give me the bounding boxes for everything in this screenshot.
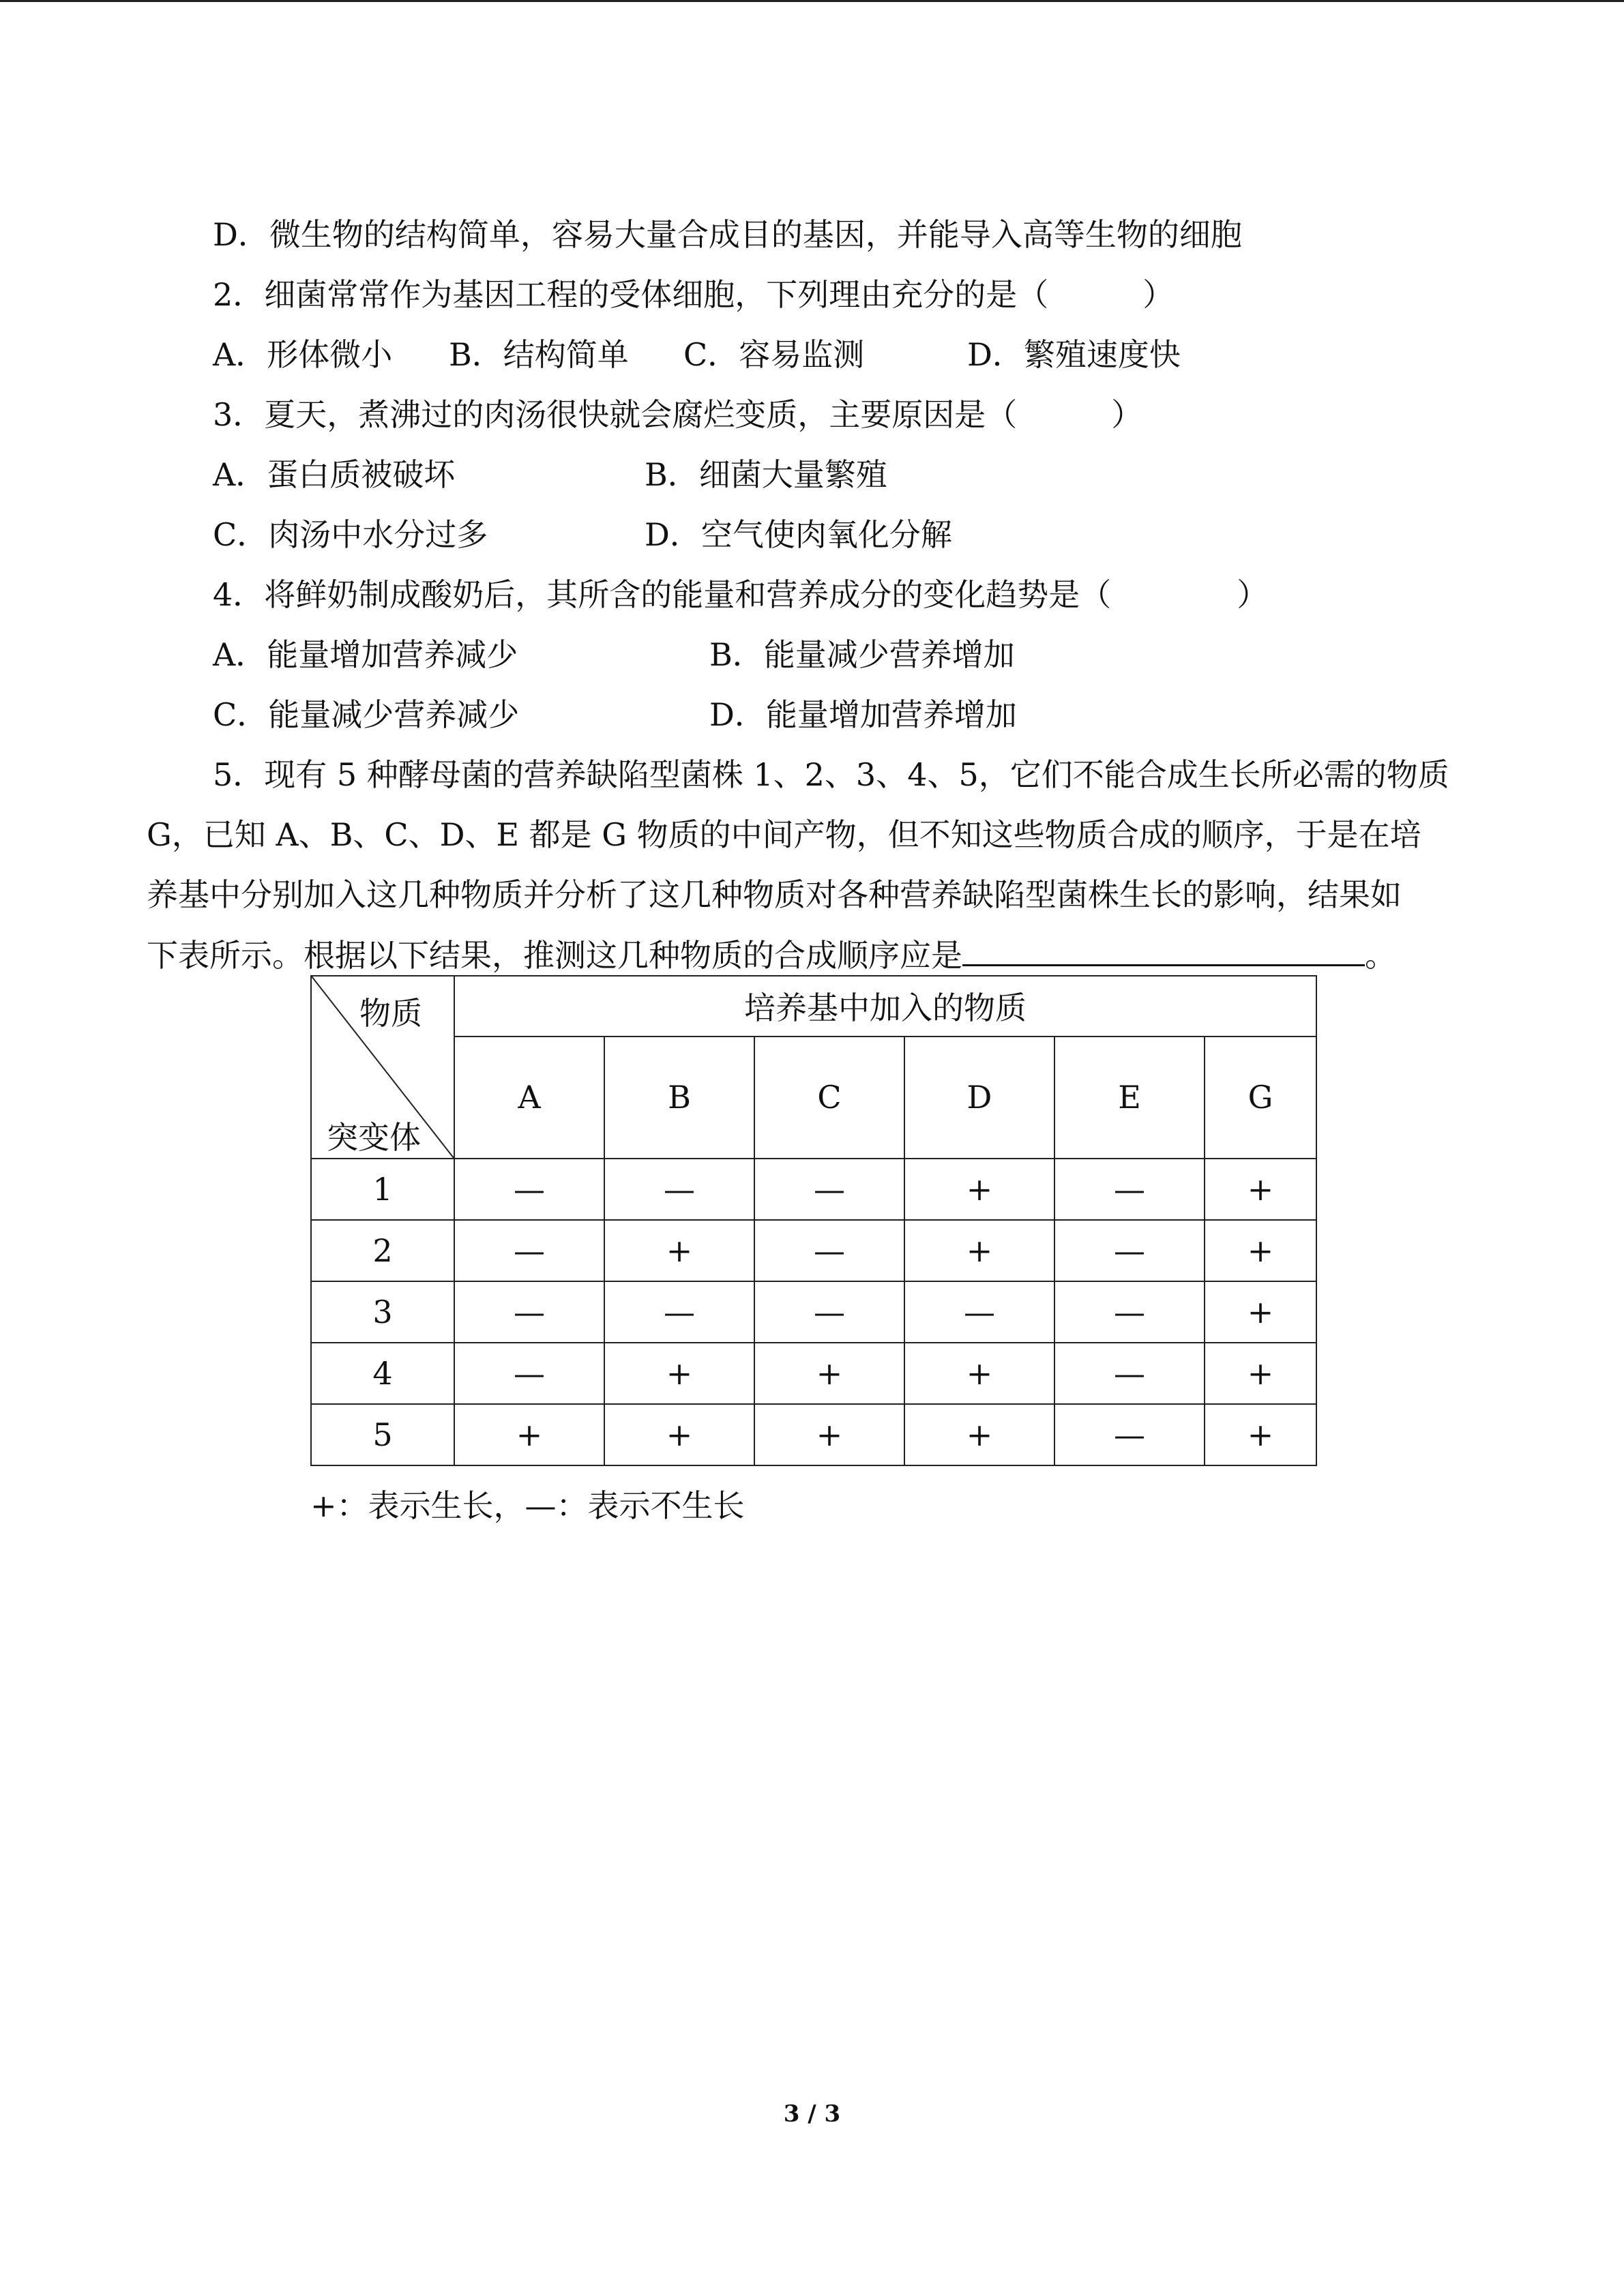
column-header: C [754,1037,904,1159]
table-cell: — [754,1159,904,1220]
row-id: 2 [311,1220,454,1281]
question-2: 2．细菌常常作为基因工程的受体细胞，下列理由充分的是（ ） [213,276,1175,313]
question-5-line-4 [147,934,1396,976]
table-cell: + [604,1404,754,1465]
row-id: 4 [311,1343,454,1404]
column-header: D [904,1037,1054,1159]
column-header: G [1205,1037,1316,1159]
table-cell: — [1054,1220,1205,1281]
corner-label-mutant: 突变体 [327,1119,421,1156]
table-cell: — [454,1343,604,1404]
table-cell: + [754,1404,904,1465]
q2-option-b: B．结构简单 [449,336,629,373]
table-cell: — [904,1281,1054,1343]
q3-option-a: A．蛋白质被破坏 [213,456,456,493]
question-5-line-2: G，已知 A、B、C、D、E 都是 G 物质的中间产物，但不知这些物质合成的顺序，于是在培 [147,816,1421,853]
table-cell: — [604,1281,754,1343]
question-5-line-3: 养基中分别加入这几种物质并分析了这几种物质对各种营养缺陷型菌株生长的影响，结果如 [147,876,1402,913]
table-cell: — [1054,1281,1205,1343]
q4-option-b: B．能量减少营养增加 [709,636,1015,673]
table-cell: — [1054,1343,1205,1404]
table-cell: + [1205,1159,1316,1220]
row-id: 5 [311,1404,454,1465]
table-cell: — [454,1159,604,1220]
question-5-line-1: 5．现有 5 种酵母菌的营养缺陷型菌株 1、2、3、4、5，它们不能合成生长所必需的物质 [213,756,1449,793]
table-cell: — [754,1220,904,1281]
table-row [311,1281,1316,1343]
table-cell: — [1054,1159,1205,1220]
table-cell: — [604,1159,754,1220]
table-row [311,1159,1316,1220]
table-cell: + [1205,1404,1316,1465]
q4-option-a: A．能量增加营养减少 [213,636,518,673]
question-4: 4．将鲜奶制成酸奶后，其所含的能量和营养成分的变化趋势是（ ） [213,576,1269,613]
answer-blank[interactable] [962,934,1365,966]
q3-option-b: B．细菌大量繁殖 [645,456,887,493]
page-number: 3 / 3 [783,2100,841,2128]
q3-option-c: C．肉汤中水分过多 [213,516,488,553]
table-cell: — [454,1281,604,1343]
table-row [311,1404,1316,1465]
table-cell: + [904,1159,1054,1220]
table-cell: + [904,1404,1054,1465]
table-row [311,1220,1316,1281]
table-cell: + [754,1343,904,1404]
question-5-period: 。 [1365,937,1396,974]
table-cell: + [904,1343,1054,1404]
table-cell: + [1205,1220,1316,1281]
row-id: 1 [311,1159,454,1220]
table-legend: +：表示生长，—：表示不生长 [310,1487,745,1524]
question-3: 3．夏天，煮沸过的肉汤很快就会腐烂变质，主要原因是（ ） [213,396,1143,433]
results-table [310,975,1317,1466]
table-cell: + [454,1404,604,1465]
table-corner-cell [311,976,454,1159]
option-d-line: D．微生物的结构简单，容易大量合成目的基因，并能导入高等生物的细胞 [213,216,1242,253]
corner-label-substance: 物质 [359,995,422,1032]
top-border [0,0,1624,2]
q2-option-a: A．形体微小 [213,336,393,373]
column-header: B [604,1037,754,1159]
q2-option-c: C．容易监测 [683,336,865,373]
table-cell: — [1054,1404,1205,1465]
column-header: E [1054,1037,1205,1159]
q4-option-c: C．能量减少营养减少 [213,696,520,733]
table-cell: + [1205,1343,1316,1404]
q3-option-d: D．空气使肉氧化分解 [645,516,952,553]
table-cell: — [754,1281,904,1343]
row-id: 3 [311,1281,454,1343]
table-cell: + [1205,1281,1316,1343]
table-group-header: 培养基中加入的物质 [454,976,1316,1037]
q4-option-d: D．能量增加营养增加 [709,696,1017,733]
table-cell: + [904,1220,1054,1281]
question-5-line-4-text: 下表所示。根据以下结果，推测这几种物质的合成顺序应是 [147,937,962,974]
q2-option-d: D．繁殖速度快 [967,336,1181,373]
table-row [311,1343,1316,1404]
column-header: A [454,1037,604,1159]
table-cell: + [604,1220,754,1281]
table-cell: + [604,1343,754,1404]
table-cell: — [454,1220,604,1281]
